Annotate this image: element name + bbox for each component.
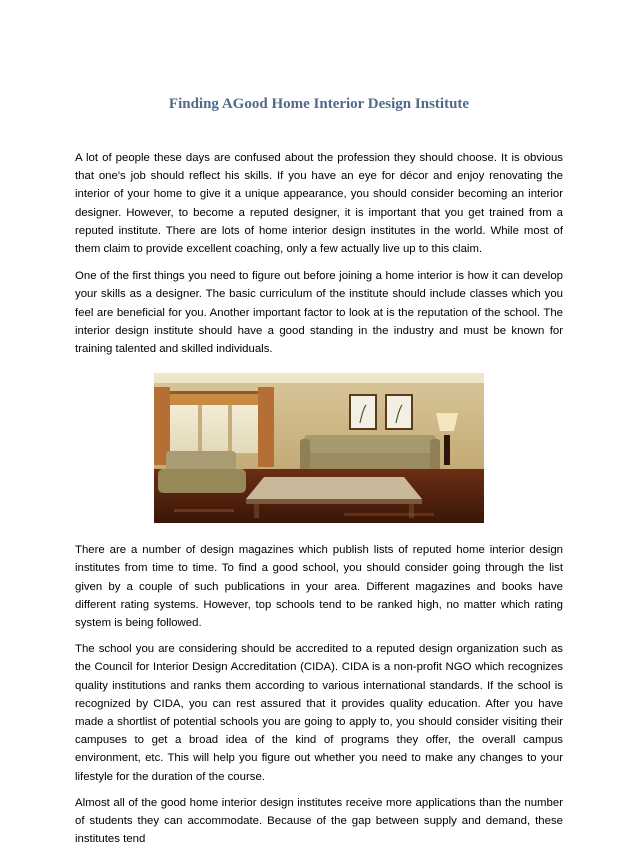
document-title: Finding AGood Home Interior Design Institute bbox=[168, 96, 470, 112]
paragraph-4: The school you are considering should be accredited to a reputed design organization such as the Council for Interior Design Accreditation (CIDA). CIDA is a non-profit NGO which recognizes quality institutions and ranks them according to various international standards. If the school is recognized by CIDA, you can rest assured that it provides quality education. After you have made a shortlist of potential schools you are going to apply to, you should consider visiting their campuses to get a broad idea of the kind of programs they offer, the overall campus environment, etc. This will help you figure out whether you need to make any changes to your lifestyle for the duration of the course. bbox=[75, 643, 563, 783]
paragraph-1: A lot of people these days are confused about the profession they should choose. It is obvious that one's job should reflect his skills. If you have an eye for décor and enjoy renovating the interior of your home to give it a unique appearance, you should consider becoming an interior designer. However, to become a reputed designer, it is important that you get trained from a reputed institute. There are lots of home interior design institutes in the world. While most of them claim to provide excellent coaching, only a few actually live up to this claim. bbox=[75, 152, 563, 256]
paragraph-2: One of the first things you need to figure out before joining a home interior is how it can develop your skills as a designer. The basic curriculum of the institute should include classes which you feel are beneficial for you. Another important factor to look at is the reputation of the school. The interior design institute should have a good standing in the industry and must be known for training talented and skilled individuals. bbox=[75, 270, 563, 356]
paragraph-3: There are a number of design magazines which publish lists of reputed home interior design institutes from time to time. To find a good school, you should consider going through the list given by a couple of such publications in your area. Different magazines and books have different rating systems. However, top schools tend to be ranked high, no matter which rating system is being followed. bbox=[75, 544, 563, 630]
paragraph-5: Almost all of the good home interior design institutes receive more applications than the number of students they can accommodate. Because of the gap between supply and demand, these institutes tend bbox=[75, 796, 563, 846]
living-room-photo bbox=[154, 373, 484, 523]
living-room-illustration bbox=[154, 373, 484, 523]
